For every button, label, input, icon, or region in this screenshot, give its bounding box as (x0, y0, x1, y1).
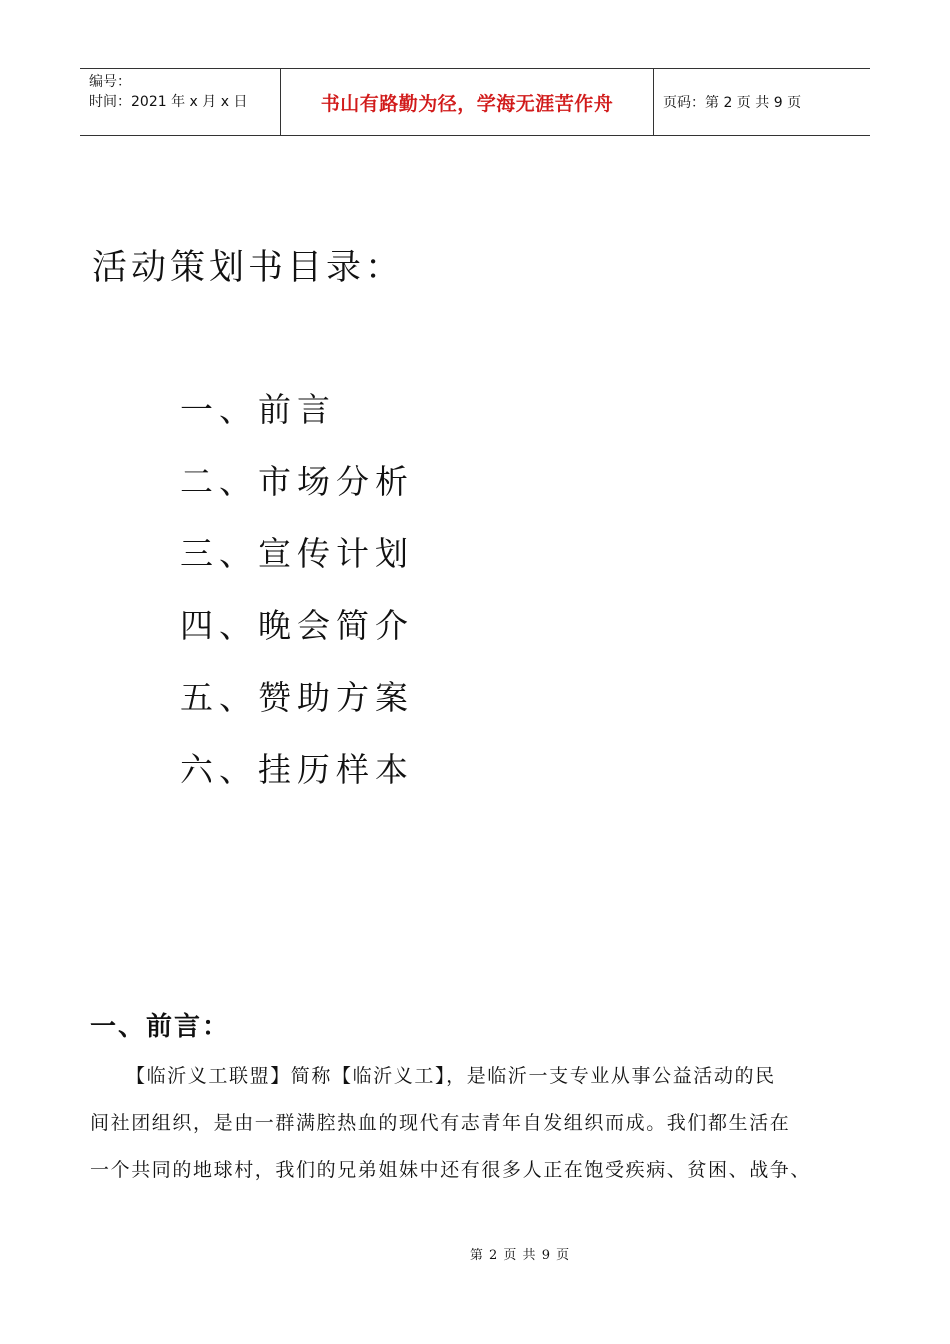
toc-item-preface: 一、前言 (180, 390, 336, 429)
toc-item-calendar-sample: 六、挂历样本 (180, 750, 414, 789)
paragraph-line: 间社团组织，是由一群满腔热血的现代有志青年自发组织而成。我们都生活在 (90, 1112, 791, 1134)
page-header (80, 68, 870, 136)
preface-paragraph (90, 1053, 865, 1194)
toc-list (180, 380, 414, 812)
document-number-label: 编号： (89, 74, 131, 90)
toc-title: 活动策划书目录： (92, 248, 405, 288)
paragraph-line: 【临沂义工联盟】简称【临沂义工】，是临沂一支专业从事公益活动的民 (126, 1065, 776, 1087)
document-date-label: 时间：2021 年 x 月 x 日 (89, 94, 248, 110)
page-footer (0, 1244, 950, 1263)
header-meta-cell (80, 69, 281, 135)
toc-item-sponsorship-plan: 五、赞助方案 (180, 678, 414, 717)
section-heading-preface: 一、前言： (90, 1012, 231, 1042)
header-motto: 书山有路勤为径，学海无涯苦作舟 (281, 69, 654, 135)
toc-item-promotion-plan: 三、宣传计划 (180, 534, 414, 573)
toc-item-market-analysis: 二、市场分析 (180, 462, 414, 501)
header-page-code: 页码：第 2 页 共 9 页 (663, 95, 802, 111)
toc-item-gala-intro: 四、晚会简介 (180, 606, 414, 645)
paragraph-line: 一个共同的地球村，我们的兄弟姐妹中还有很多人正在饱受疾病、贫困、战争、 (90, 1159, 812, 1181)
footer-page-number: 第 2 页 共 9 页 (469, 1248, 571, 1263)
